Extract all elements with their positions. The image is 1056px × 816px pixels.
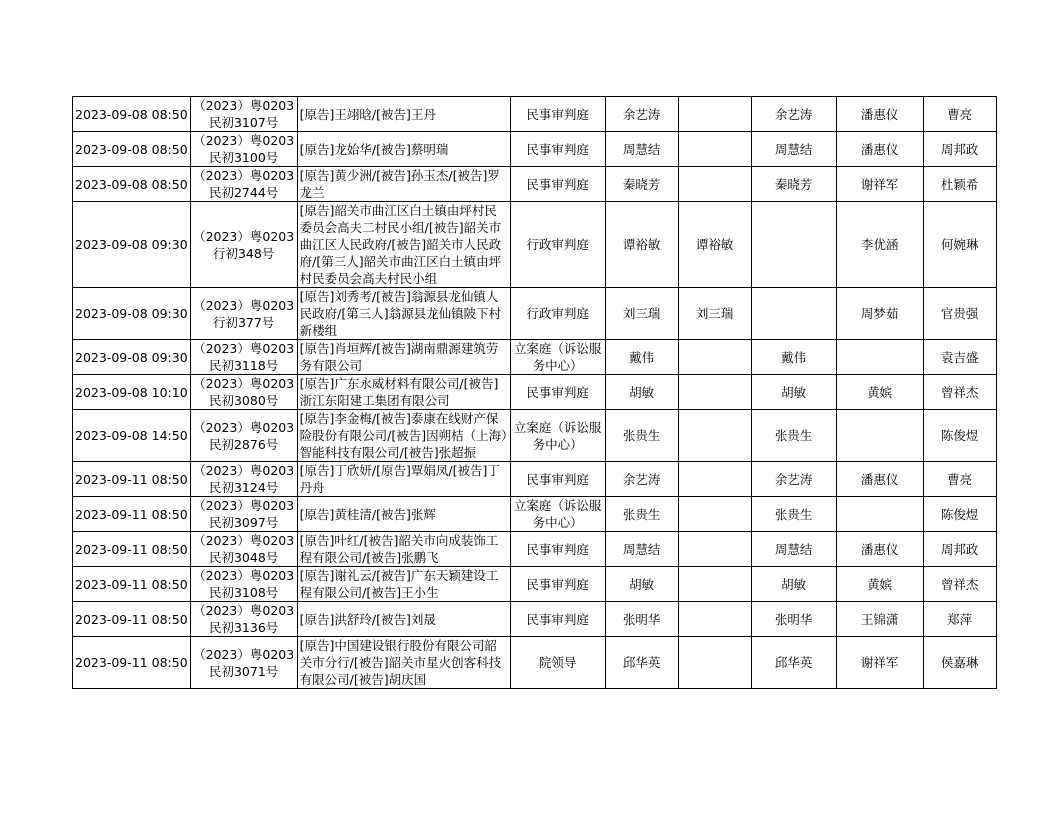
assistant-cell: 杜颖希 bbox=[923, 167, 996, 202]
assessor-cell bbox=[678, 167, 751, 202]
presiding-judge-cell: 胡敏 bbox=[751, 375, 836, 410]
parties-cell: [原告]广东永威材料有限公司/[被告]浙江东阳建工集团有限公司 bbox=[297, 375, 510, 410]
assessor-cell bbox=[678, 602, 751, 637]
presiding-judge-cell: 张明华 bbox=[751, 602, 836, 637]
hearing-time-cell: 2023-09-08 10:10 bbox=[73, 375, 191, 410]
judge-cell: 张贵生 bbox=[605, 497, 678, 532]
clerk-cell bbox=[836, 497, 923, 532]
presiding-judge-cell: 周慧结 bbox=[751, 532, 836, 567]
judge-cell: 余艺涛 bbox=[605, 97, 678, 132]
presiding-judge-cell: 周慧结 bbox=[751, 132, 836, 167]
tribunal-cell: 民事审判庭 bbox=[510, 97, 605, 132]
hearing-time-cell: 2023-09-08 08:50 bbox=[73, 132, 191, 167]
judge-cell: 余艺涛 bbox=[605, 462, 678, 497]
clerk-cell: 潘惠仪 bbox=[836, 462, 923, 497]
clerk-cell: 潘惠仪 bbox=[836, 97, 923, 132]
presiding-judge-cell: 邱华英 bbox=[751, 637, 836, 689]
tribunal-cell: 民事审判庭 bbox=[510, 462, 605, 497]
tribunal-cell: 立案庭（诉讼服务中心） bbox=[510, 410, 605, 462]
judge-cell: 谭裕敏 bbox=[605, 202, 678, 288]
table-body bbox=[73, 97, 997, 689]
presiding-judge-cell: 戴伟 bbox=[751, 340, 836, 375]
tribunal-cell: 民事审判庭 bbox=[510, 375, 605, 410]
presiding-judge-cell: 张贵生 bbox=[751, 410, 836, 462]
clerk-cell: 潘惠仪 bbox=[836, 132, 923, 167]
table-row bbox=[73, 202, 997, 288]
assessor-cell bbox=[678, 132, 751, 167]
case-number-cell: （2023）粤0203民初3136号 bbox=[190, 602, 297, 637]
assessor-cell bbox=[678, 637, 751, 689]
judge-cell: 胡敏 bbox=[605, 375, 678, 410]
parties-cell: [原告]谢礼云/[被告]广东天颖建设工程有限公司/[被告]王小生 bbox=[297, 567, 510, 602]
case-number-cell: （2023）粤0203民初3108号 bbox=[190, 567, 297, 602]
clerk-cell: 潘惠仪 bbox=[836, 532, 923, 567]
parties-cell: [原告]韶关市曲江区白土镇由坪村民委员会高夫二村民小组/[被告]韶关市曲江区人民政府/[被告]韶关市人民政府/[第三人]韶关市曲江区白土镇由坪村民委员会高夫村民小组 bbox=[297, 202, 510, 288]
parties-cell: [原告]王翊晗/[被告]王丹 bbox=[297, 97, 510, 132]
tribunal-cell: 民事审判庭 bbox=[510, 167, 605, 202]
table-row bbox=[73, 532, 997, 567]
table-row bbox=[73, 637, 997, 689]
assessor-cell bbox=[678, 97, 751, 132]
assessor-cell bbox=[678, 462, 751, 497]
parties-cell: [原告]黄桂清/[被告]张辉 bbox=[297, 497, 510, 532]
tribunal-cell: 民事审判庭 bbox=[510, 567, 605, 602]
table-row bbox=[73, 375, 997, 410]
table-row bbox=[73, 497, 997, 532]
parties-cell: [原告]叶红/[被告]韶关市向成装饰工程有限公司/[被告]张鹏飞 bbox=[297, 532, 510, 567]
parties-cell: [原告]丁欣妍/[原告]覃娟凤/[被告]丁丹舟 bbox=[297, 462, 510, 497]
assistant-cell: 曾祥杰 bbox=[923, 375, 996, 410]
hearing-time-cell: 2023-09-11 08:50 bbox=[73, 602, 191, 637]
case-number-cell: （2023）粤0203民初3118号 bbox=[190, 340, 297, 375]
assessor-cell bbox=[678, 410, 751, 462]
assistant-cell: 陈俊煜 bbox=[923, 497, 996, 532]
judge-cell: 周慧结 bbox=[605, 132, 678, 167]
tribunal-cell: 立案庭（诉讼服务中心） bbox=[510, 497, 605, 532]
judge-cell: 秦晓芳 bbox=[605, 167, 678, 202]
table-row bbox=[73, 97, 997, 132]
case-number-cell: （2023）粤0203民初3100号 bbox=[190, 132, 297, 167]
parties-cell: [原告]刘秀考/[被告]翁源县龙仙镇人民政府/[第三人]翁源县龙仙镇陂下村新楼组 bbox=[297, 288, 510, 340]
hearing-time-cell: 2023-09-08 09:30 bbox=[73, 202, 191, 288]
case-number-cell: （2023）粤0203民初3107号 bbox=[190, 97, 297, 132]
table-row bbox=[73, 602, 997, 637]
table-row bbox=[73, 340, 997, 375]
case-number-cell: （2023）粤0203行初377号 bbox=[190, 288, 297, 340]
tribunal-cell: 民事审判庭 bbox=[510, 132, 605, 167]
clerk-cell: 李优涵 bbox=[836, 202, 923, 288]
presiding-judge-cell: 余艺涛 bbox=[751, 97, 836, 132]
assistant-cell: 侯嘉琳 bbox=[923, 637, 996, 689]
hearing-time-cell: 2023-09-11 08:50 bbox=[73, 532, 191, 567]
table-row bbox=[73, 462, 997, 497]
judge-cell: 张明华 bbox=[605, 602, 678, 637]
parties-cell: [原告]中国建设银行股份有限公司韶关市分行/[被告]韶关市星火创客科技有限公司/[被告]胡庆国 bbox=[297, 637, 510, 689]
assessor-cell bbox=[678, 340, 751, 375]
assessor-cell bbox=[678, 532, 751, 567]
tribunal-cell: 行政审判庭 bbox=[510, 202, 605, 288]
clerk-cell: 王锦潇 bbox=[836, 602, 923, 637]
case-number-cell: （2023）粤0203民初2876号 bbox=[190, 410, 297, 462]
hearing-time-cell: 2023-09-11 08:50 bbox=[73, 497, 191, 532]
parties-cell: [原告]洪舒玲/[被告]刘晟 bbox=[297, 602, 510, 637]
presiding-judge-cell: 胡敏 bbox=[751, 567, 836, 602]
clerk-cell bbox=[836, 410, 923, 462]
case-number-cell: （2023）粤0203民初3097号 bbox=[190, 497, 297, 532]
tribunal-cell: 民事审判庭 bbox=[510, 602, 605, 637]
hearing-time-cell: 2023-09-08 09:30 bbox=[73, 288, 191, 340]
clerk-cell: 黄嫔 bbox=[836, 567, 923, 602]
assessor-cell bbox=[678, 375, 751, 410]
table-row bbox=[73, 410, 997, 462]
presiding-judge-cell bbox=[751, 202, 836, 288]
judge-cell: 张贵生 bbox=[605, 410, 678, 462]
assistant-cell: 何婉琳 bbox=[923, 202, 996, 288]
clerk-cell bbox=[836, 340, 923, 375]
table-row bbox=[73, 567, 997, 602]
case-number-cell: （2023）粤0203民初3124号 bbox=[190, 462, 297, 497]
assessor-cell: 谭裕敏 bbox=[678, 202, 751, 288]
clerk-cell: 谢祥军 bbox=[836, 167, 923, 202]
assistant-cell: 周邦政 bbox=[923, 132, 996, 167]
assistant-cell: 曾祥杰 bbox=[923, 567, 996, 602]
clerk-cell: 谢祥军 bbox=[836, 637, 923, 689]
tribunal-cell: 立案庭（诉讼服务中心） bbox=[510, 340, 605, 375]
case-number-cell: （2023）粤0203行初348号 bbox=[190, 202, 297, 288]
assistant-cell: 官贵强 bbox=[923, 288, 996, 340]
table-row bbox=[73, 167, 997, 202]
parties-cell: [原告]肖垣辉/[被告]湖南鼎源建筑劳务有限公司 bbox=[297, 340, 510, 375]
parties-cell: [原告]黄少洲/[被告]孙玉杰/[被告]罗龙兰 bbox=[297, 167, 510, 202]
case-number-cell: （2023）粤0203民初3048号 bbox=[190, 532, 297, 567]
assistant-cell: 曹亮 bbox=[923, 97, 996, 132]
tribunal-cell: 行政审判庭 bbox=[510, 288, 605, 340]
assistant-cell: 陈俊煜 bbox=[923, 410, 996, 462]
clerk-cell: 周梦茹 bbox=[836, 288, 923, 340]
judge-cell: 胡敏 bbox=[605, 567, 678, 602]
assistant-cell: 周邦政 bbox=[923, 532, 996, 567]
parties-cell: [原告]龙始华/[被告]蔡明瑞 bbox=[297, 132, 510, 167]
table-row bbox=[73, 132, 997, 167]
case-number-cell: （2023）粤0203民初2744号 bbox=[190, 167, 297, 202]
tribunal-cell: 民事审判庭 bbox=[510, 532, 605, 567]
judge-cell: 邱华英 bbox=[605, 637, 678, 689]
hearing-time-cell: 2023-09-08 08:50 bbox=[73, 97, 191, 132]
judge-cell: 戴伟 bbox=[605, 340, 678, 375]
hearing-time-cell: 2023-09-11 08:50 bbox=[73, 462, 191, 497]
tribunal-cell: 院领导 bbox=[510, 637, 605, 689]
judge-cell: 周慧结 bbox=[605, 532, 678, 567]
hearing-time-cell: 2023-09-11 08:50 bbox=[73, 637, 191, 689]
assessor-cell bbox=[678, 497, 751, 532]
table-row bbox=[73, 288, 997, 340]
assistant-cell: 袁吉盛 bbox=[923, 340, 996, 375]
assessor-cell bbox=[678, 567, 751, 602]
judge-cell: 刘三瑞 bbox=[605, 288, 678, 340]
hearing-time-cell: 2023-09-08 08:50 bbox=[73, 167, 191, 202]
hearing-time-cell: 2023-09-08 14:50 bbox=[73, 410, 191, 462]
assistant-cell: 郑萍 bbox=[923, 602, 996, 637]
assistant-cell: 曹亮 bbox=[923, 462, 996, 497]
presiding-judge-cell bbox=[751, 288, 836, 340]
case-number-cell: （2023）粤0203民初3080号 bbox=[190, 375, 297, 410]
hearing-time-cell: 2023-09-11 08:50 bbox=[73, 567, 191, 602]
presiding-judge-cell: 余艺涛 bbox=[751, 462, 836, 497]
clerk-cell: 黄嫔 bbox=[836, 375, 923, 410]
assessor-cell: 刘三瑞 bbox=[678, 288, 751, 340]
case-number-cell: （2023）粤0203民初3071号 bbox=[190, 637, 297, 689]
parties-cell: [原告]李金梅/[被告]泰康在线财产保险股份有限公司/[被告]因朔桔（上海）智能科技有限公司/[被告]张超振 bbox=[297, 410, 510, 462]
presiding-judge-cell: 张贵生 bbox=[751, 497, 836, 532]
hearing-time-cell: 2023-09-08 09:30 bbox=[73, 340, 191, 375]
hearing-schedule-table bbox=[72, 96, 997, 689]
presiding-judge-cell: 秦晓芳 bbox=[751, 167, 836, 202]
